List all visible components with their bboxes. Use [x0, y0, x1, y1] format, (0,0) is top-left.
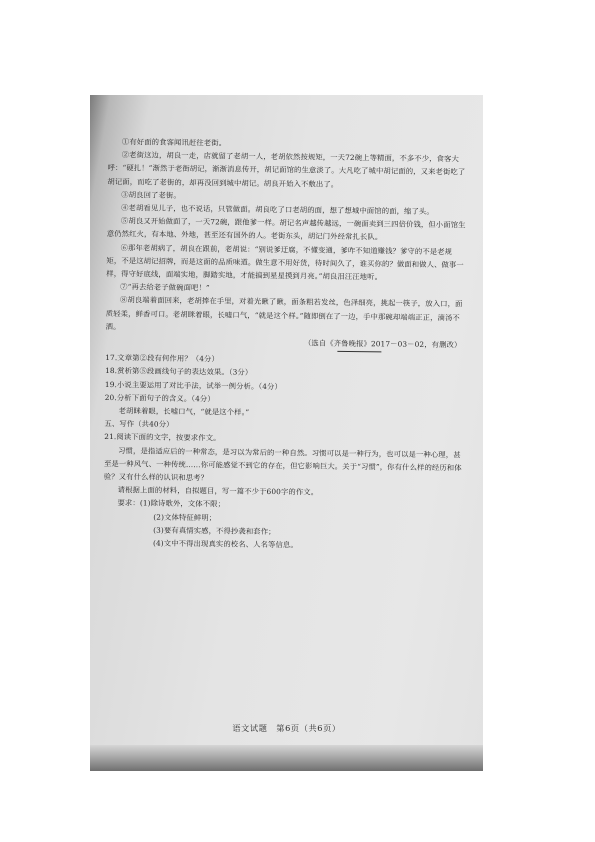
writing-material: 习惯，是指适应后的一种常态，是习以为常后的一种自然。习惯可以是一种行为，也可以是一种心理，甚至是一种风气、一种传统……你可能感觉不到它的存在，但它影响巨大。关于“习惯”，你有什么样的经历和体验？又有什么样的认识和思考？	[103, 445, 462, 483]
requirement-2: (2)文体特征鲜明；	[153, 512, 217, 523]
story-paragraph-1: ①有好面的食客闻讯赶往老街。	[121, 137, 227, 148]
requirement-3: (3)要有真情实感，不得抄袭和套作；	[153, 525, 276, 536]
exam-page-content	[103, 135, 468, 554]
story-paragraph-5: ⑤胡良又开始做面了，一天72碗，跟他爹一样。胡记名声越传越远，一碗面卖到三四倍价钱，但小面馆生意仍然红火，有本地、外地，甚至还有国外的人。老街东头，胡记门外经常扎长队。	[106, 216, 466, 242]
story-paragraph-3: ③胡良回了老街。	[121, 189, 181, 200]
story-paragraph-6: ⑥那年老胡病了，胡良在跟前，老胡说：“别说爹迂腐，不懂变通，爹咋不知道赚钱？爹守的不是老规矩，不是这胡记招牌，而是这面的品质味道。做生意不用好货，待时间久了，谁买你的？做面和做人、做事一样，得守好底线，面端实地，脚踏实地，才能搞到星星摸到月亮。”胡良泪汪汪地听。	[106, 242, 464, 282]
question-17: 17.文章第②段有何作用？（4分）	[105, 353, 219, 364]
exam-page-photo	[90, 95, 483, 771]
photo-edge-shadow	[90, 745, 483, 771]
story-paragraph-2: ②老街这边，胡良一走，店就留了老胡一人，老胡依然按规矩，一天72碗上等精面，不多不少，食客大呼：“硬扎！”渐然于老街胡记，渐渐消息传开，胡记面馆的生意淡了。大凡吃了城中胡记面的，又来老街吃了胡记面，而吃了老街的，却再没回到城中胡记。胡良开始入不敷出了。	[107, 150, 466, 189]
page-footer: 语文试题 第6页（共6页）	[232, 723, 341, 733]
source-citation: （选自《齐鲁晚报》2017－03－02，有删改）	[303, 338, 462, 350]
source-underline	[337, 351, 381, 353]
question-18: 18.赏析第⑤段画线句子的表达效果。（3分）	[105, 366, 253, 378]
question-19: 19.小说主要运用了对比手法，试举一例分析。（4分）	[104, 379, 283, 391]
question-20: 20.分析下面句子的含义。（4分）	[104, 392, 215, 404]
question-21: 21.阅读下面的文字，按要求作文。	[104, 432, 221, 443]
requirement-1: 要求：(1)除诗歌外，文体不限；	[117, 498, 226, 509]
story-paragraph-7: ⑦“再去给老子做碗面吧！”	[120, 282, 210, 293]
section-writing-heading: 五、写作（共40分）	[104, 419, 174, 430]
story-paragraph-8: ⑧胡良端着面回来，老胡捧在手里，对着光瞅了瞅，面条粗若发丝，色泽细亮，挑起一筷子，放入口，面质轻柔，鲜香可口。老胡眯着眼，长嘘口气，“就是这个样。”随即倒在了一边，手中那碗却端端正正，滴汤不洒。	[105, 295, 463, 332]
question-20-quote: 老胡眯着眼，长嘘口气，“就是这个样。”	[118, 406, 250, 417]
story-paragraph-4: ④老胡看见儿子，也不说话，只管做面。胡良吃了口老胡的面，想了想城中面馆的面，缩了头。	[121, 203, 434, 217]
requirement-4: (4)文中不得出现真实的校名、人名等信息。	[152, 538, 298, 550]
writing-instruction: 请根据上面的材料，自拟题目，写一篇不少于600字的作文。	[117, 485, 319, 497]
